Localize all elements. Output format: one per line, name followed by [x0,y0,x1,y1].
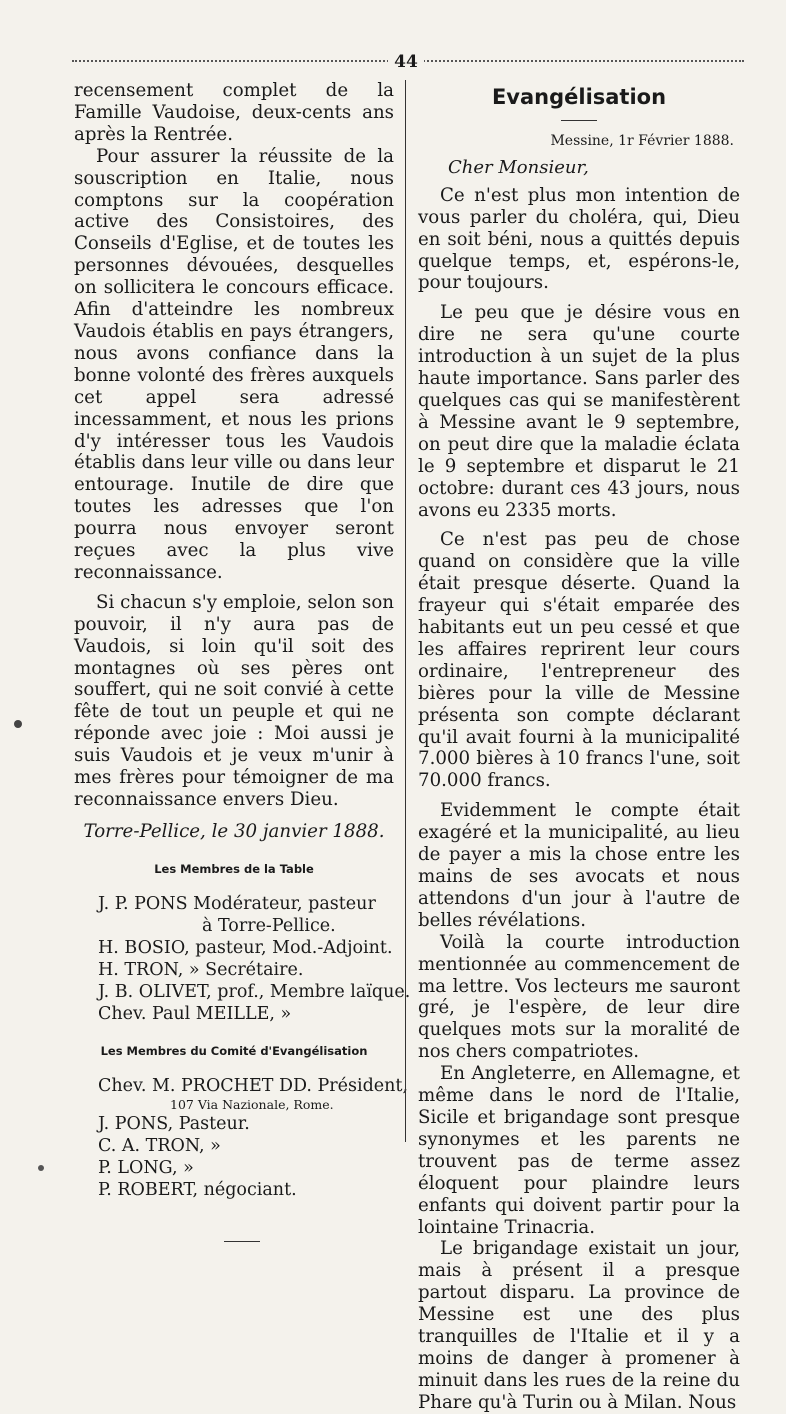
member-line: C. A. TRON, » [98,1135,221,1156]
member-line: H. BOSIO, pasteur, Mod.-Adjoint. [98,937,393,958]
paragraph: Evidemment le compte était exagéré et la municipalité, au lieu de payer a mis la chose entre les mains de ses avocats et nous attendons d'un jour à l'autre de belles révélations. [418,800,740,931]
page-number: 44 [388,52,424,72]
paragraph: Le brigandage existait un jour, mais à présent il a presque partout disparu. La province de Messine est une des plus tranquilles de l'Italie et il y a moins de danger à promener à minuit dans les rues de la reine du Phare qu'à Turin ou à Milan. Nous [418,1238,740,1413]
paragraph: En Angleterre, en Allemagne, et même dans le nord de l'Italie, Sicile et brigandage sont presque synonymes et les parents ne trouvent pas de terme assez éloquent pour plaindre leurs enfants qui doivent partir pour la lointaine Trinacria. [418,1063,740,1238]
member-address: 107 Via Nazionale, Rome. [170,1096,334,1112]
paragraph: Pour assurer la réussite de la souscription en Italie, nous comptons sur la coopération active des Consistoires, des Conseils d'Eglise, et de toutes les personnes dévouées, desquelles on sollicitera le concours efficace. Afin d'atteindre les nombreux Vaudois établis en pays étrangers, nous avons confiance dans la bonne volonté des frères auxquels cet appel sera adressé incessamment, et nous les prions d'y intéresser tous les Vaudois établis dans leur ville ou dans leur entourage. Inutile de dire que toutes les adresses que l'on pourra nous envoyer seront reçues avec la plus vive reconnaissance. [74,145,394,583]
title-rule [561,120,597,121]
end-rule [224,1241,260,1242]
member-line: H. TRON, » Secrétaire. [98,959,304,980]
member-line: J. B. OLIVET, prof., Membre laïque. [98,981,411,1002]
member-line: J. PONS, Pasteur. [98,1113,250,1134]
paragraph: Ce n'est pas peu de chose quand on considère que la ville était presque déserte. Quand la frayeur qui s'était emparée des habitants eut un peu cessé et que les affaires reprirent leur cours ordinaire, l'entrepreneur des bières pour la ville de Messine présenta son compte déclarant qu'il avait fourni à la municipalité 7.000 bières à 10 francs l'une, soit 70.000 francs. [418,529,740,792]
section-title: Evangélisation [491,85,667,109]
committee-heading: Les Membres du Comité d'Evangélisation [100,1043,368,1058]
paragraph: Si chacun s'y emploie, selon son pouvoir, il n'y aura pas de Vaudois, si loin qu'il soit des montagnes où ses pères ont souffert, qui ne soit convié à cette fête de tout un peuple et qui ne réponde avec joie : Moi aussi je suis Vaudois et je veux m'unir à mes frères pour témoigner de ma reconnaissance envers Dieu. [74,591,394,810]
salutation: Cher Monsieur, [448,156,589,178]
member-line: Chev. M. PROCHET DD. Président, [98,1075,409,1096]
table-heading: Les Membres de la Table [154,861,314,876]
paragraph: recensement complet de la Famille Vaudoise, deux-cents ans après la Rentrée. [74,80,394,145]
signed-place: Torre-Pellice, le 30 janvier 1888. [83,820,385,842]
paragraph: Voilà la courte introduction mentionnée au commencement de ma lettre. Vos lecteurs me sauront gré, je l'espère, de leur dire quelques mots sur la moralité de nos chers compatriotes. [418,931,740,1063]
dateline: Messine, 1r Février 1888. [550,133,734,149]
paragraph: Le peu que je désire vous en dire ne sera qu'une courte introduction à un sujet de la plus haute importance. Sans parler des quelques cas qui se manifestèrent à Messine avant le 9 septembre, on peut dire que la maladie éclata le 9 septembre et disparut le 21 octobre: durant ces 43 jours, nous avons eu 2335 morts. [418,302,740,521]
scan-speck [14,720,22,728]
column-divider [405,80,406,1142]
scan-speck [38,1165,44,1171]
member-line: Chev. Paul MEILLE, » [98,1003,292,1024]
right-column [418,80,740,1414]
member-line: à Torre-Pellice. [202,915,336,936]
left-column [74,80,411,1242]
member-line: J. P. PONS Modérateur, pasteur [98,893,376,914]
member-line: P. ROBERT, négociant. [98,1179,297,1200]
member-line: P. LONG, » [98,1157,194,1178]
paragraph: Ce n'est plus mon intention de vous parler du choléra, qui, Dieu en soit béni, nous a quittés depuis quelque temps, et, espérons-le, pour toujours. [418,184,740,294]
